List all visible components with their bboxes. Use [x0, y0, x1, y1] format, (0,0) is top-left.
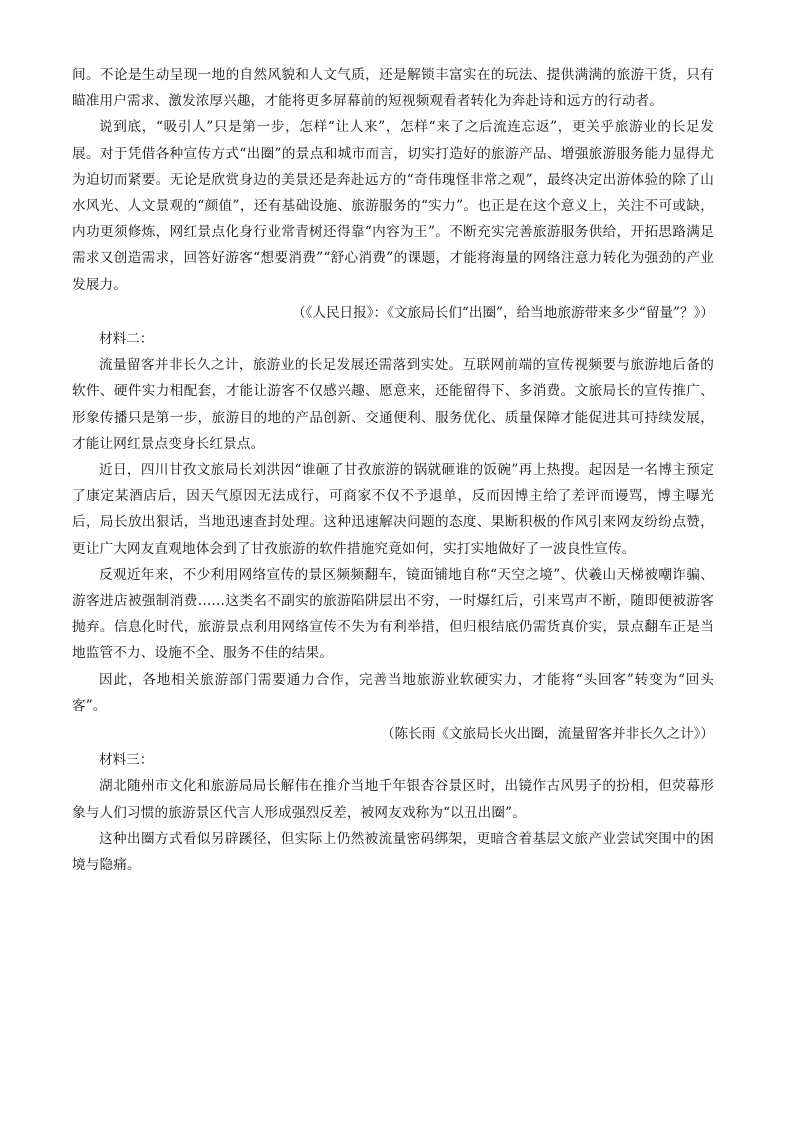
paragraph-traffic-retention: 流量留客并非长久之计，旅游业的长足发展还需落到实处。互联网前端的宣传视频要与旅游地后备的软件、硬件实力相配套，才能让游客不仅感兴趣、愿意来，还能留得下、多消费。文旅局长的宣传推广、形象传播只是第一步，旅游目的地的产品创新、交通便利、服务优化、质量保障才能促进其可持续发展，才能让网红景点变身长红景点。 [72, 357, 714, 452]
paragraph-tourism-development: 说到底，“吸引人”只是第一步，怎样“让人来”，怎样“来了之后流连忘返”，更关乎旅游业的长足发展。对于凭借各种宣传方式“出圈”的景点和城市而言，切实打造好的旅游产品、增强旅游服务能力显得尤为迫切而紧要。无论是欣赏身边的美景还是奔赴远方的“奇伟瑰怪非常之观”，最终决定出游体验的除了山水风光、人文景观的“颜值”，还有基础设施、旅游服务的“实力”。也正是在这个意义上，关注不可或缺，内功更须修炼，网红景点化身行业常青树还得靠“内容为王”。不断充实完善旅游服务供给，开拓思路满足需求又创造需求，回答好游客“想要消费”“舒心消费”的课题，才能将海量的网络注意力转化为强劲的产业发展力。 [72, 119, 714, 293]
paragraph-intro-continuation: 间。不论是生动呈现一地的自然风貌和人文气质，还是解锁丰富实在的玩法、提供满满的旅游干货，只有瞄准用户需求、激发浓厚兴趣，才能将更多屏幕前的短视频观看者转化为奔赴诗和远方的行动者。 [72, 67, 714, 110]
paragraph-suizhou-director: 湖北随州市文化和旅游局局长解伟在推介当地千年银杏谷景区时，出镜作古风男子的扮相，但荧幕形象与人们习惯的旅游景区代言人形成强烈反差，被网友戏称为“以丑出圈”。 [72, 778, 714, 821]
paragraph-scenic-failures: 反观近年来，不少利用网络宣传的景区频频翻车，镜面铺地自称“天空之境”、伏羲山天梯被嘲诈骗、游客进店被强制消费……这类名不副实的旅游陷阱层出不穷，一时爆红后，引来骂声不断，随即便被游客抛弃。信息化时代，旅游景点利用网络宣传不失为有利举措，但归根结底仍需货真价实，景点翻车正是当地监管不力、设施不全、服务不佳的结果。 [72, 566, 714, 662]
material-two-label: 材料二： [99, 331, 154, 348]
material-three-label: 材料三： [99, 752, 154, 769]
source-citation-material-two: （陈长雨《文旅局长火出圈，流量留客并非长久之计》） [380, 726, 714, 743]
paragraph-conclusion: 因此，各地相关旅游部门需要通力合作，完善当地旅游业软硬实力，才能将“头回客”转变为“回头客”。 [72, 671, 714, 714]
source-citation-material-one: （《人民日报》：《文旅局长们“出圈”，给当地旅游带来多少“留量”？》） [291, 304, 714, 321]
paragraph-ganzi-director: 近日，四川甘孜文旅局长刘洪因“谁砸了甘孜旅游的锅就砸谁的饭碗”再上热搜。起因是一名博主预定了康定某酒店后，因天气原因无法成行，可商家不仅不予退单，反而因博主给了差评而谩骂，博主曝光后，局长放出狠话，当地迅速查封处理。这种迅速解决问题的态度、果断积极的作风引来网友纷纷点赞，更让广大网友直观地体会到了甘孜旅游的软件措施究竟如何，实打实地做好了一波良性宣传。 [72, 462, 714, 557]
paragraph-dilemma: 这种出圈方式看似另辟蹊径，但实际上仍然被流量密码绑架，更暗含着基层文旅产业尝试突围中的困境与隐痛。 [72, 830, 714, 874]
